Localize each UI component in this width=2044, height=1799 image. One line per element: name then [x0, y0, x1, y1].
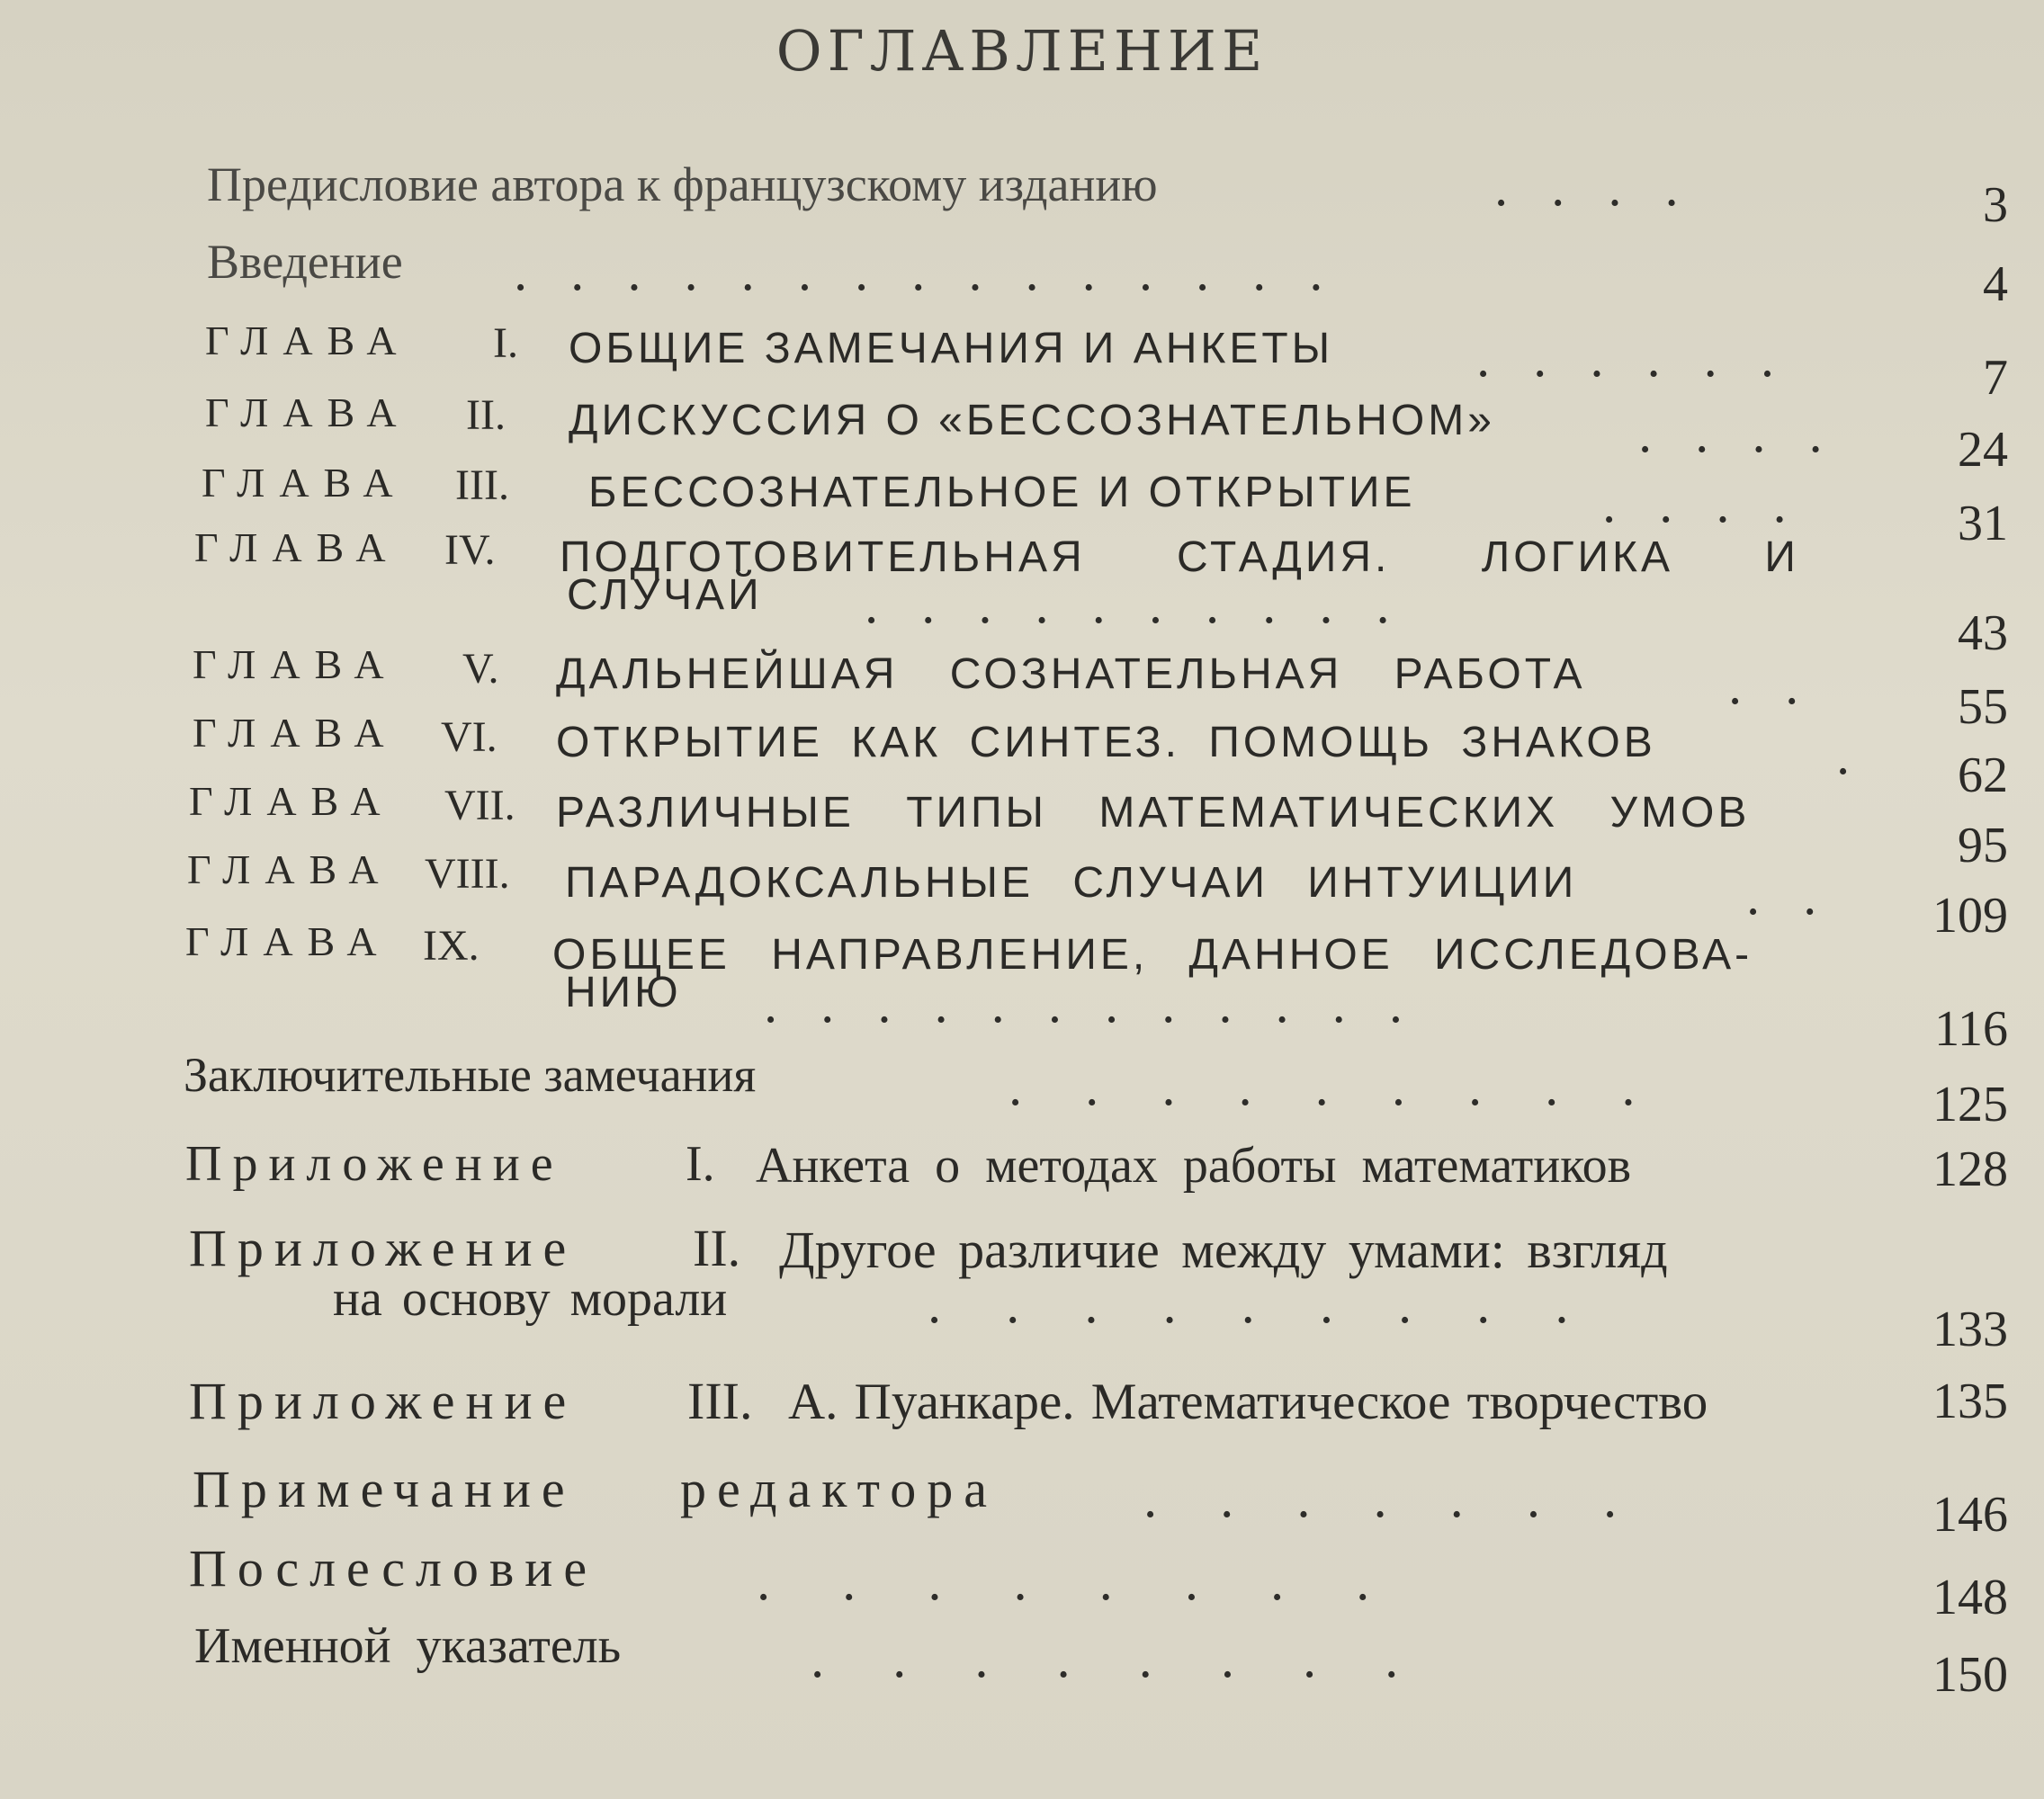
toc-entry-chapter-8[interactable]	[0, 846, 2044, 944]
page-number: 125	[1932, 1077, 2008, 1132]
page-number: 4	[1983, 256, 2008, 312]
entry-number: IX.	[423, 922, 480, 970]
page-number: 133	[1932, 1302, 2008, 1357]
entry-word: Примечание	[193, 1460, 576, 1518]
page-number: 7	[1983, 350, 2008, 406]
entry-number: III.	[687, 1372, 753, 1430]
entry-text: БЕССОЗНАТЕЛЬНОЕ И ОТКРЫТИЕ	[588, 469, 1416, 516]
entry-number: IV.	[444, 526, 496, 574]
toc-entry-chapter-5[interactable]	[0, 639, 2044, 735]
page-number: 148	[1932, 1570, 2008, 1625]
page-number: 31	[1958, 496, 2008, 551]
dot-leader: .........	[927, 1277, 1633, 1334]
page-number: 3	[1983, 177, 2008, 233]
toc-entry-preface[interactable]	[0, 153, 2044, 233]
toc-entry-appendix-1[interactable]	[0, 1132, 2044, 1204]
entry-word: ГЛАВА	[193, 641, 399, 687]
entry-text: ОТКРЫТИЕ КАК СИНТЕЗ. ПОМОЩЬ ЗНАКОВ	[556, 719, 1656, 766]
dot-leader: ....	[1493, 160, 1721, 217]
entry-text: ОБЩЕЕ НАПРАВЛЕНИЕ, ДАННОЕ ИССЛЕДОВА-	[552, 931, 1753, 979]
entry-text-continued: СЛУЧАЙ	[567, 571, 763, 619]
entry-text: Заключительные замечания	[184, 1048, 757, 1102]
entry-number: I.	[493, 319, 518, 367]
dot-leader: ........	[756, 1554, 1441, 1611]
dot-leader: ....	[1601, 477, 1829, 533]
page-number: 150	[1932, 1647, 2008, 1703]
page-number: 95	[1958, 818, 2008, 873]
toc-entry-introduction[interactable]	[0, 232, 2044, 312]
entry-word: ГЛАВА	[194, 524, 400, 570]
toc-entry-name-index[interactable]	[0, 1614, 2044, 1703]
dot-leader: ........	[810, 1632, 1466, 1688]
dot-leader: ...............	[513, 245, 1366, 301]
toc-entry-chapter-7[interactable]	[0, 775, 2044, 873]
toc-entry-appendix-3[interactable]	[0, 1367, 2044, 1439]
entry-number: VI.	[441, 713, 498, 761]
entry-text: Именной указатель	[194, 1618, 622, 1674]
toc-entry-appendix-2[interactable]	[0, 1214, 2044, 1357]
dot-leader: ......	[1475, 331, 1816, 388]
entry-label	[205, 317, 411, 364]
entry-word: Приложение	[189, 1372, 578, 1430]
entry-text: Введение	[207, 235, 403, 289]
entry-number: III.	[455, 461, 509, 509]
entry-word: ГЛАВА	[205, 318, 411, 363]
entry-text: ДИСКУССИЯ О «БЕССОЗНАТЕЛЬНОМ»	[569, 397, 1495, 444]
page-number: 109	[1932, 888, 2008, 944]
entry-number: VII.	[444, 782, 515, 829]
entry-text: ОБЩИЕ ЗАМЕЧАНИЯ И АНКЕТЫ	[569, 325, 1334, 372]
entry-text: РАЗЛИЧНЫЕ ТИПЫ МАТЕМАТИЧЕСКИХ УМОВ	[556, 789, 1751, 837]
page-number: 116	[1934, 1001, 2008, 1057]
page-number: 135	[1932, 1374, 2008, 1429]
page-number: 55	[1958, 679, 2008, 735]
page-number: 43	[1958, 605, 2008, 661]
entry-text: Анкета о методах работы математиков	[756, 1138, 1632, 1194]
entry-word: ГЛАВА	[193, 710, 399, 756]
dot-leader: .........	[1008, 1060, 1698, 1116]
page-number: 24	[1958, 422, 2008, 478]
page-number: 146	[1932, 1487, 2008, 1543]
entry-number: II.	[693, 1219, 741, 1277]
dot-leader: ............	[763, 977, 1445, 1034]
entry-text: ПАРАДОКСАЛЬНЫЕ СЛУЧАИ ИНТУИЦИИ	[565, 859, 1578, 907]
entry-number: V.	[462, 645, 499, 693]
entry-text-continued: НИЮ	[565, 969, 682, 1016]
entry-word: ГЛАВА	[187, 846, 393, 892]
entry-text: Предисловие автора к французскому изданию	[207, 157, 1158, 211]
entry-number: I.	[686, 1136, 715, 1192]
entry-word: Приложение	[189, 1219, 578, 1277]
entry-text-continued: на основу морали	[333, 1271, 728, 1327]
page-number: 128	[1932, 1141, 2008, 1197]
entry-word: ГЛАВА	[189, 778, 395, 824]
page-title: ОГЛАВЛЕНИЕ	[775, 18, 1269, 84]
toc-entry-chapter-6[interactable]	[0, 707, 2044, 803]
dot-leader: ..	[1727, 658, 1842, 715]
entry-text: ПОДГОТОВИТЕЛЬНАЯ СТАДИЯ. ЛОГИКА И	[560, 533, 1799, 581]
toc-entry-conclusion[interactable]	[0, 1043, 2044, 1132]
toc-entry-chapter-9[interactable]	[0, 917, 2044, 1057]
entry-word: ГЛАВА	[185, 918, 391, 964]
toc-entry-afterword[interactable]	[0, 1535, 2044, 1625]
entry-word: Приложение	[185, 1136, 564, 1192]
toc-entry-chapter-2[interactable]	[0, 385, 2044, 478]
toc-entry-chapter-1[interactable]	[0, 313, 2044, 406]
entry-number: II.	[466, 391, 506, 439]
entry-word: ГЛАВА	[202, 460, 408, 506]
toc-entry-editor-note[interactable]	[0, 1455, 2044, 1543]
entry-number: VIII.	[425, 850, 510, 898]
dot-leader: .......	[1143, 1472, 1680, 1528]
dot-leader: ....	[1637, 407, 1865, 463]
entry-word: Послесловие	[189, 1539, 598, 1598]
dot-leader: ..........	[864, 577, 1432, 634]
entry-text: Другое различие между умами: взгляд	[779, 1221, 1668, 1279]
entry-word: ГЛАВА	[205, 389, 411, 435]
page-number: 62	[1958, 747, 2008, 803]
dot-leader: .	[1835, 729, 1893, 785]
dot-leader: ..	[1745, 869, 1860, 926]
entry-text: редактора	[680, 1460, 998, 1518]
entry-text: ДАЛЬНЕЙШАЯ СОЗНАТЕЛЬНАЯ РАБОТА	[556, 650, 1586, 698]
entry-text: А. Пуанкаре. Математическое творчество	[788, 1374, 1708, 1430]
